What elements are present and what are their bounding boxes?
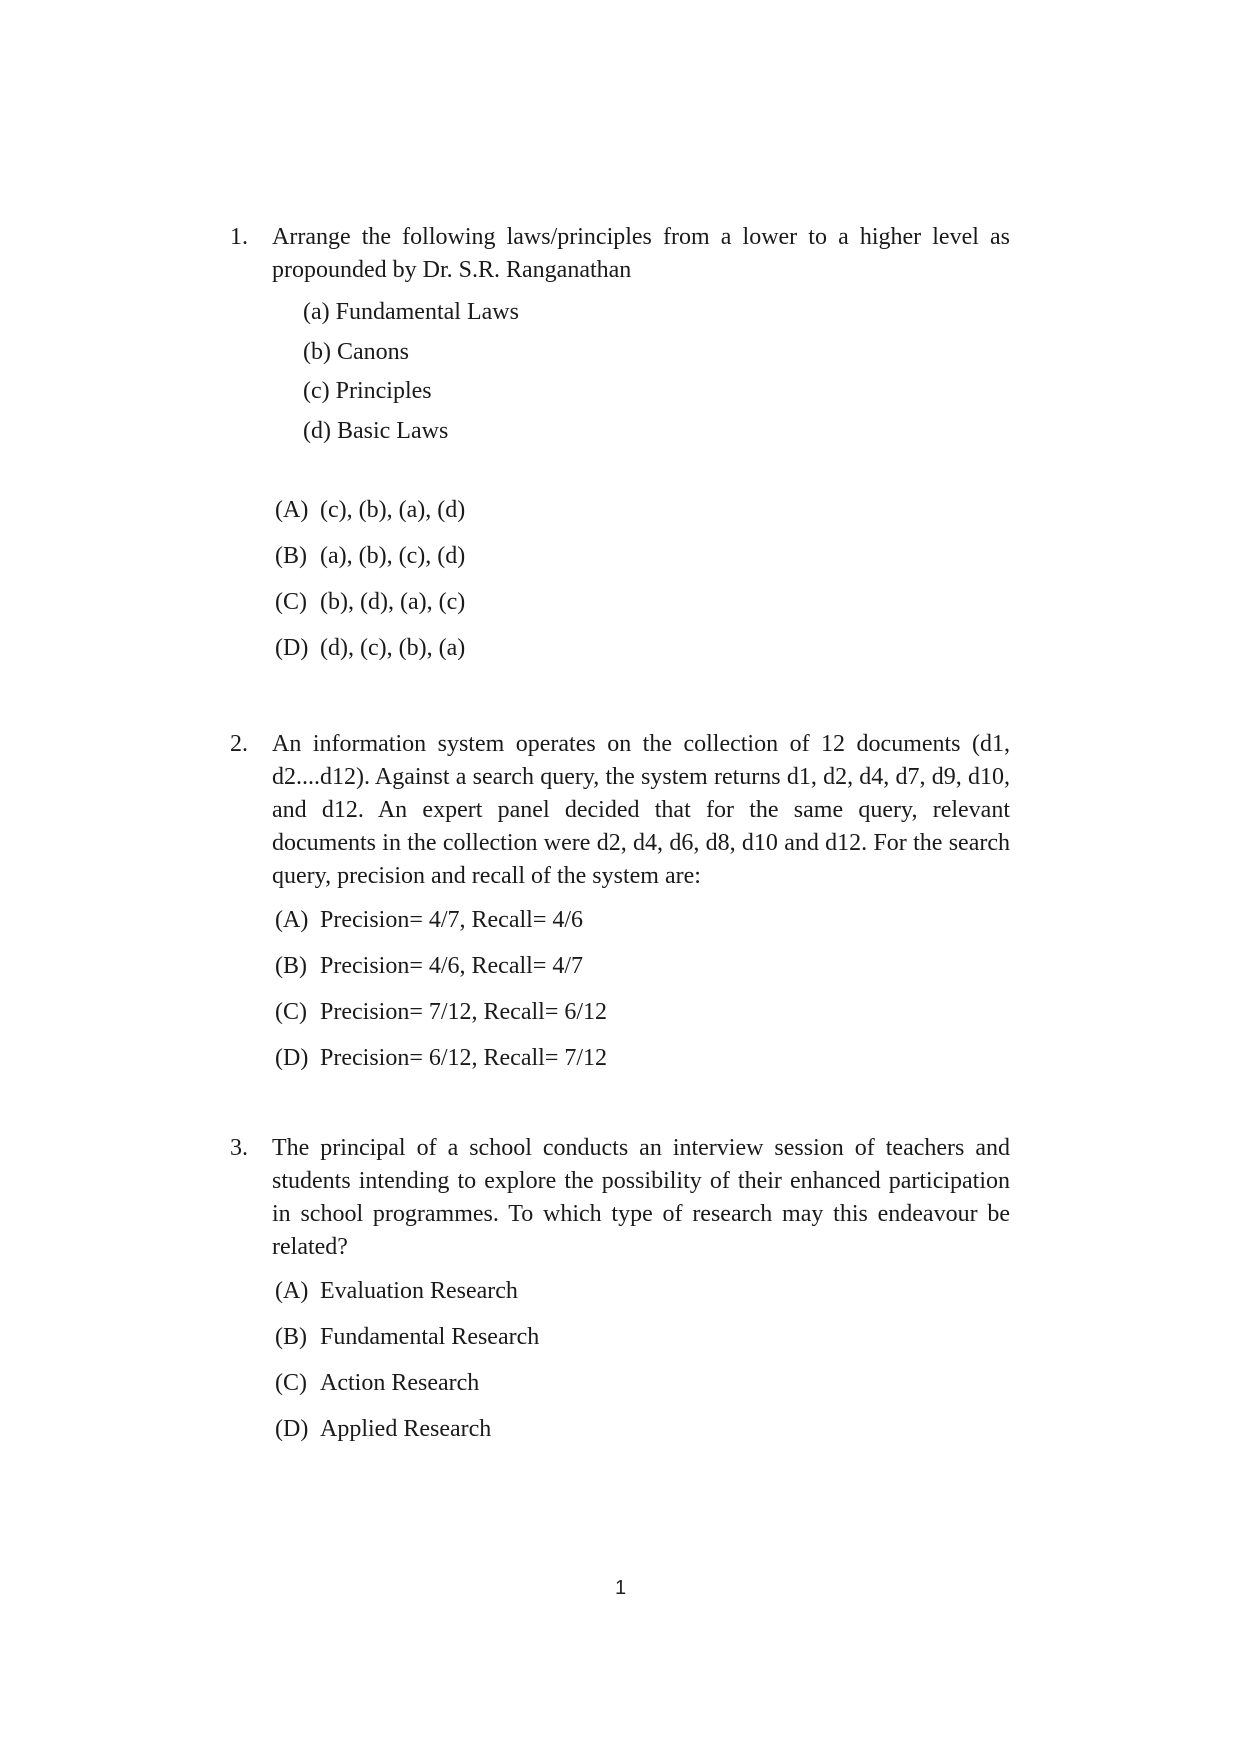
option-c xyxy=(275,989,1010,1035)
question-stem: The principal of a school conducts an interview session of teachers and students intending to explore the possibility of their enhanced participation in school programmes. To which type of research may this endeavour be related? xyxy=(272,1135,1010,1260)
option-d xyxy=(275,1035,1010,1081)
question-2 xyxy=(230,728,1010,1081)
option-text: Precision= 4/7, Recall= 4/6 xyxy=(320,907,584,933)
question-stem: An information system operates on the collection of 12 documents (d1, d2....d12). Against a search query, the system returns d1, d2, d4, d7, d9, d10, and d12. An expert panel decided that for the same query, relevant documents in the collection were d2, d4, d6, d8, d10 and d12. For the search query, precision and recall of the system are: xyxy=(272,731,1010,889)
option-text: (d), (c), (b), (a) xyxy=(320,635,466,661)
sub-item: (b) Canons xyxy=(303,338,409,365)
option-list xyxy=(275,1268,1010,1452)
option-b xyxy=(275,1314,1010,1360)
question-3 xyxy=(230,1132,1010,1452)
option-text: Precision= 7/12, Recall= 6/12 xyxy=(320,999,608,1025)
sub-item: (c) Principles xyxy=(303,378,432,404)
option-text: (a), (b), (c), (d) xyxy=(320,543,466,569)
option-text: Fundamental Research xyxy=(320,1324,540,1350)
option-label: (C) xyxy=(275,999,307,1025)
option-a xyxy=(275,487,1010,533)
option-d xyxy=(275,625,1010,671)
option-label: (A) xyxy=(275,497,309,523)
option-list xyxy=(275,487,1010,671)
option-label: (D) xyxy=(275,1416,309,1442)
option-c xyxy=(275,1360,1010,1406)
question-number: 1. xyxy=(230,224,248,250)
option-b xyxy=(275,943,1010,989)
option-text: Action Research xyxy=(320,1370,480,1396)
sub-item-list xyxy=(303,293,1010,451)
option-label: (D) xyxy=(275,1045,309,1071)
question-number: 3. xyxy=(230,1135,248,1161)
option-text: Applied Research xyxy=(320,1416,492,1442)
option-label: (C) xyxy=(275,1370,307,1396)
option-label: (C) xyxy=(275,589,307,615)
option-d xyxy=(275,1406,1010,1452)
option-label: (B) xyxy=(275,1324,307,1350)
option-text: (b), (d), (a), (c) xyxy=(320,589,466,615)
question-1 xyxy=(230,221,1010,671)
option-label: (B) xyxy=(275,953,307,979)
option-label: (A) xyxy=(275,1278,309,1304)
option-label: (D) xyxy=(275,635,309,661)
sub-item: (d) Basic Laws xyxy=(303,417,449,444)
option-label: (B) xyxy=(275,543,307,569)
option-a xyxy=(275,897,1010,943)
question-stem: Arrange the following laws/principles from a lower to a higher level as propounded by Dr. S.R. Ranganathan xyxy=(272,224,1010,283)
option-b xyxy=(275,533,1010,579)
option-text: (c), (b), (a), (d) xyxy=(320,497,466,523)
question-number: 2. xyxy=(230,731,248,757)
option-text: Precision= 4/6, Recall= 4/7 xyxy=(320,953,584,979)
option-label: (A) xyxy=(275,907,309,933)
option-a xyxy=(275,1268,1010,1314)
option-text: Evaluation Research xyxy=(320,1278,518,1304)
option-c xyxy=(275,579,1010,625)
page-number: 1 xyxy=(614,1577,627,1599)
option-list xyxy=(275,897,1010,1081)
sub-item: (a) Fundamental Laws xyxy=(303,299,519,325)
option-text: Precision= 6/12, Recall= 7/12 xyxy=(320,1045,608,1071)
